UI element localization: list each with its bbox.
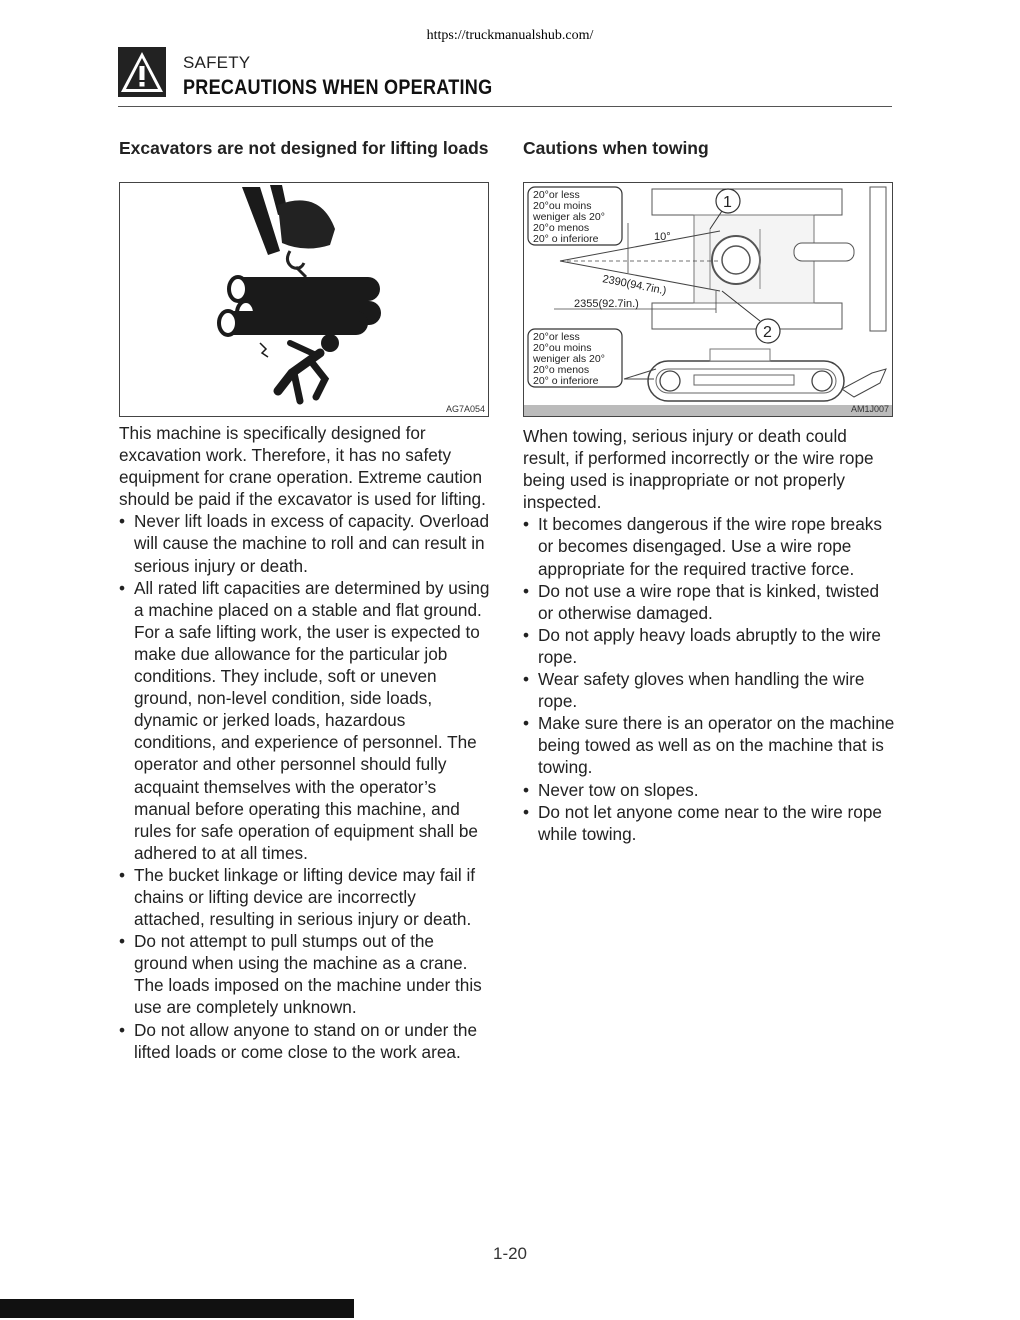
list-item: • Never tow on slopes. <box>523 779 895 801</box>
angle-text: 20°ou moins <box>533 200 592 212</box>
angle-text: 20° o inferiore <box>533 233 599 245</box>
angle-text: 20°ou moins <box>533 342 592 354</box>
callout-number: 2 <box>763 324 772 341</box>
towing-heading: Cautions when towing <box>523 138 709 158</box>
angle-text: 20°o menos <box>533 364 590 376</box>
angle-text: 20°or less <box>533 331 580 343</box>
page-number: 1-20 <box>492 1244 528 1263</box>
figure-code: AM1J007 <box>850 404 889 414</box>
list-item: • Never lift loads in excess of capacity. Overload will cause the machine to roll and can result in serious injury or death. <box>119 510 491 576</box>
lifting-intro: This machine is specifically designed for excavation work. Therefore, it has no safety equipment for crane operation. Extreme caution should be paid if the excavator is used for lifting. <box>119 423 486 510</box>
list-item: • It becomes dangerous if the wire rope breaks or becomes disengaged. Use a wire rope appropriate for the required tractive force. <box>523 513 895 579</box>
list-item: • Wear safety gloves when handling the wire rope. <box>523 668 895 712</box>
lifting-text <box>119 422 491 1063</box>
towing-intro: When towing, serious injury or death could result, if performed incorrectly or the wire rope being used is inappropriate or not properly inspected. <box>523 426 874 513</box>
list-item: • Do not attempt to pull stumps out of the ground when using the machine as a crane. The loads imposed on the machine under this use are completely unknown. <box>119 930 491 1018</box>
callout-number: 1 <box>723 194 732 211</box>
towing-bullet-list <box>523 513 895 844</box>
lifting-heading: Excavators are not designed for lifting loads <box>119 138 489 158</box>
right-column <box>523 137 895 845</box>
warning-icon <box>118 47 166 97</box>
angle-text: 20°or less <box>533 189 580 201</box>
source-url: https://truckmanualshub.com/ <box>426 28 594 43</box>
list-item: • Do not allow anyone to stand on or under the lifted loads or come close to the work area. <box>119 1019 491 1063</box>
list-item: • Do not let anyone come near to the wire rope while towing. <box>523 801 895 845</box>
dimension-label: 2355(92.7in.) <box>574 298 639 310</box>
lifting-hazard-illustration <box>120 183 488 416</box>
towing-figure <box>523 182 893 417</box>
list-item: • All rated lift capacities are determined by using a machine placed on a stable and flat ground. For a safe lifting work, the user is expected to make due allowance for the particular job conditions. They include, soft or uneven ground, non-level condition, side loads, dynamic or jerked loads, hazardous conditions, and experience of personnel. The operator and other personnel should fully acquaint themselves with the operator’s manual before operating this machine, and rules for safe operation of equipment shall be adhered to at all times. <box>119 577 491 864</box>
list-item: • The bucket linkage or lifting device may fail if chains or lifting device are incorrectly attached, resulting in serious injury or death. <box>119 864 491 930</box>
lifting-bullet-list <box>119 510 491 1062</box>
left-column <box>119 137 491 1063</box>
dimension-label: 2390(94.7in.) <box>601 273 668 298</box>
list-item: • Do not apply heavy loads abruptly to the wire rope. <box>523 624 895 668</box>
towing-text <box>523 425 895 845</box>
angle-text: 20°o menos <box>533 222 590 234</box>
angle-label: 10° <box>654 231 671 243</box>
angle-text: weniger als 20° <box>533 353 605 365</box>
section-label: SAFETY <box>183 53 251 72</box>
page-title: PRECAUTIONS WHEN OPERATING <box>183 76 493 99</box>
header-divider <box>118 106 892 107</box>
towing-diagram <box>524 183 892 416</box>
angle-text: 20° o inferiore <box>533 375 599 387</box>
footer-bar <box>0 1299 354 1318</box>
lifting-hazard-figure <box>119 182 489 417</box>
angle-text: weniger als 20° <box>533 211 605 223</box>
figure-code: AG7A054 <box>445 404 485 414</box>
list-item: • Make sure there is an operator on the machine being towed as well as on the machine that is towing. <box>523 712 895 778</box>
list-item: • Do not use a wire rope that is kinked, twisted or otherwise damaged. <box>523 580 895 624</box>
